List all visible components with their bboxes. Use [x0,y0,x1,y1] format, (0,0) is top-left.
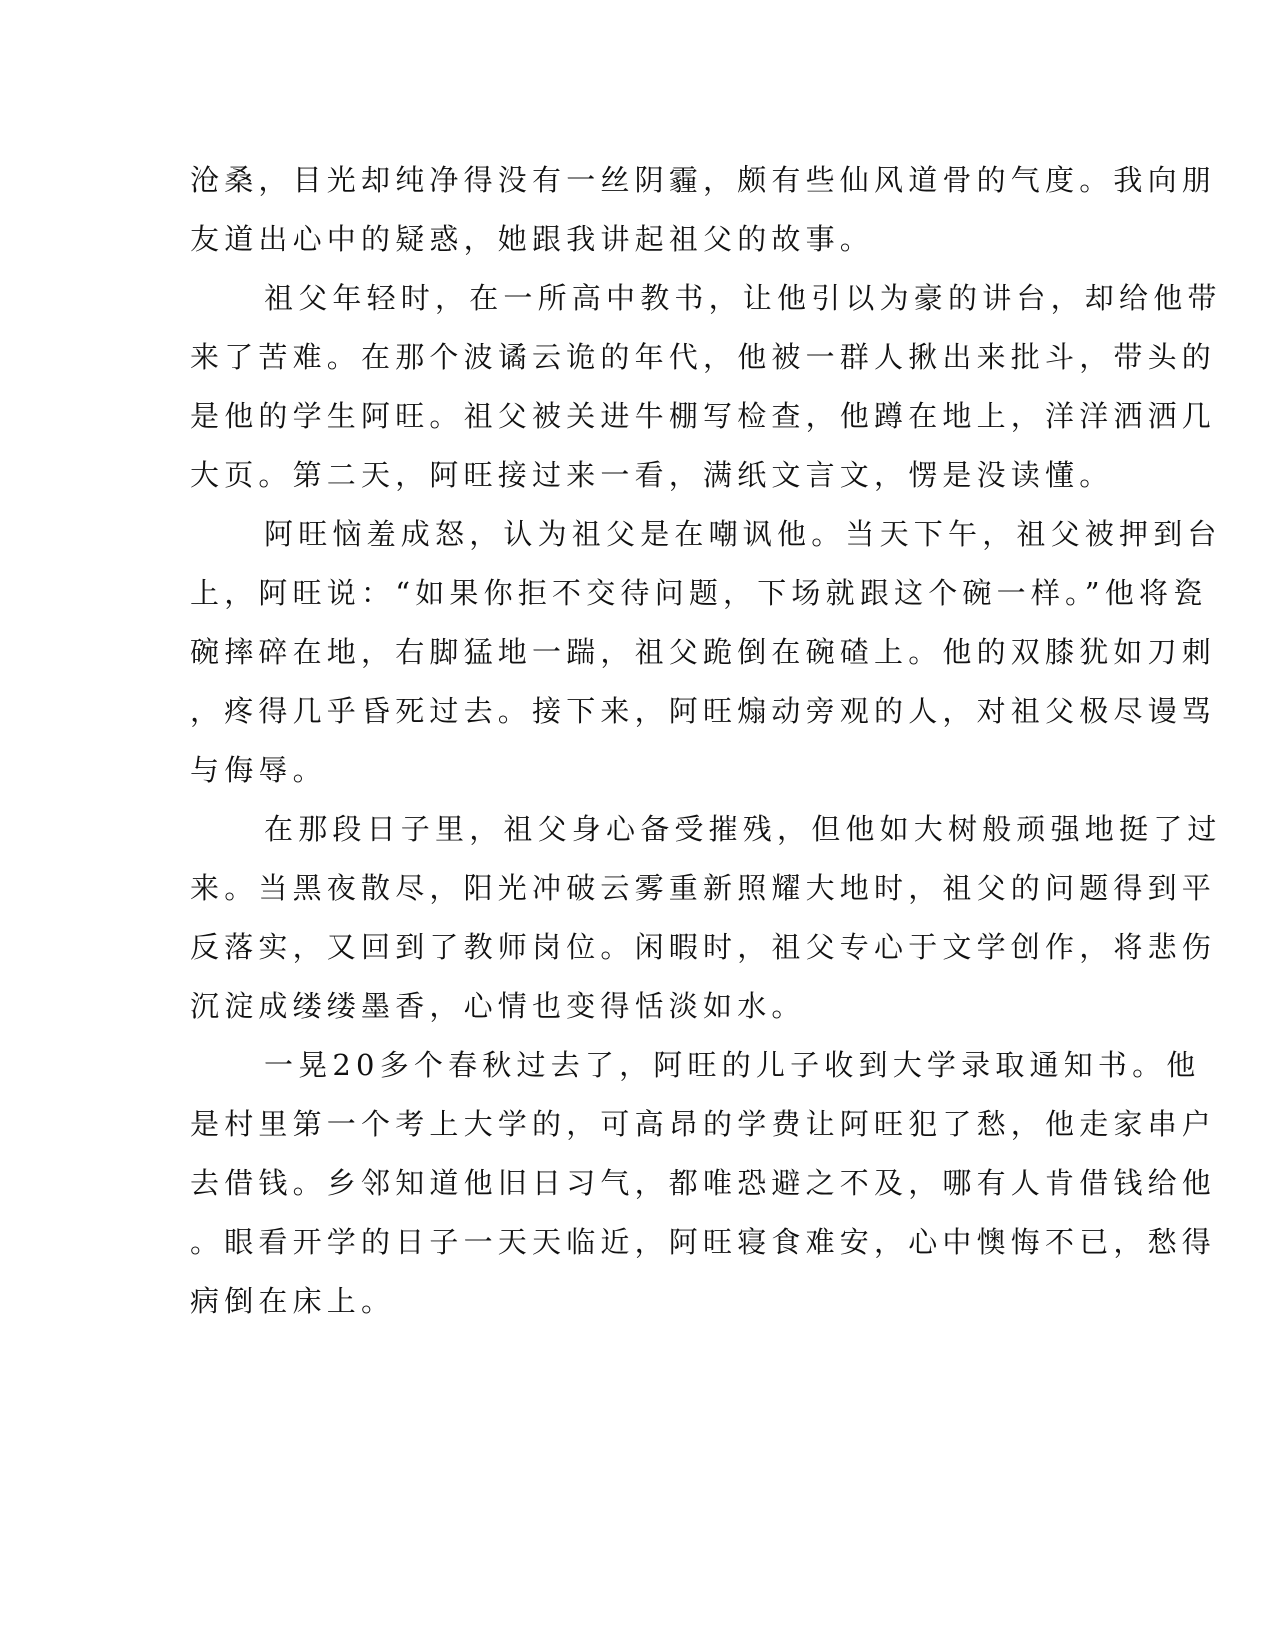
paragraph-2-line-1: 祖父年轻时，在一所高中教书，让他引以为豪的讲台，却给他带 [264,281,1222,315]
paragraph-4-line-4: 沉淀成缕缕墨香，心情也变得恬淡如水。 [190,989,806,1023]
paragraph-3-line-1: 阿旺恼羞成怒，认为祖父是在嘲讽他。当天下午，祖父被押到台 [264,517,1222,551]
paragraph-1-line-2: 友道出心中的疑惑，她跟我讲起祖父的故事。 [190,222,875,256]
paragraph-3-line-4: ，疼得几乎昏死过去。接下来，阿旺煽动旁观的人，对祖父极尽谩骂 [190,694,1217,728]
paragraph-4-line-3: 反落实，又回到了教师岗位。闲暇时，祖父专心于文学创作，将悲伤 [190,930,1217,964]
paragraph-2-line-2: 来了苦难。在那个波谲云诡的年代，他被一群人揪出来批斗，带头的 [190,340,1217,374]
paragraph-4-line-2: 来。当黑夜散尽，阳光冲破云雾重新照耀大地时，祖父的问题得到平 [190,871,1217,905]
paragraph-3-line-3: 碗摔碎在地，右脚猛地一踹，祖父跪倒在碗碴上。他的双膝犹如刀刺 [190,635,1217,669]
paragraph-4-line-1: 在那段日子里，祖父身心备受摧残，但他如大树般顽强地挺了过 [264,812,1222,846]
paragraph-5-line-2: 是村里第一个考上大学的，可高昂的学费让阿旺犯了愁，他走家串户 [190,1107,1217,1141]
paragraph-3-line-2: 上，阿旺说：“如果你拒不交待问题，下场就跟这个碗一样。”他将瓷 [190,576,1208,610]
paragraph-2-line-4: 大页。第二天，阿旺接过来一看，满纸文言文，愣是没读懂。 [190,458,1114,492]
paragraph-5-line-1: 一晃20多个春秋过去了，阿旺的儿子收到大学录取通知书。他 [264,1048,1201,1082]
paragraph-2-line-3: 是他的学生阿旺。祖父被关进牛棚写检查，他蹲在地上，洋洋洒洒几 [190,399,1217,433]
paragraph-5-line-5: 病倒在床上。 [190,1284,396,1318]
paragraph-3-line-5: 与侮辱。 [190,753,327,787]
paragraph-5-line-3: 去借钱。乡邻知道他旧日习气，都唯恐避之不及，哪有人肯借钱给他 [190,1166,1217,1200]
paragraph-5-line-4: 。眼看开学的日子一天天临近，阿旺寝食难安，心中懊悔不已，愁得 [190,1225,1217,1259]
paragraph-1-line-1: 沧桑，目光却纯净得没有一丝阴霾，颇有些仙风道骨的气度。我向朋 [190,163,1217,197]
